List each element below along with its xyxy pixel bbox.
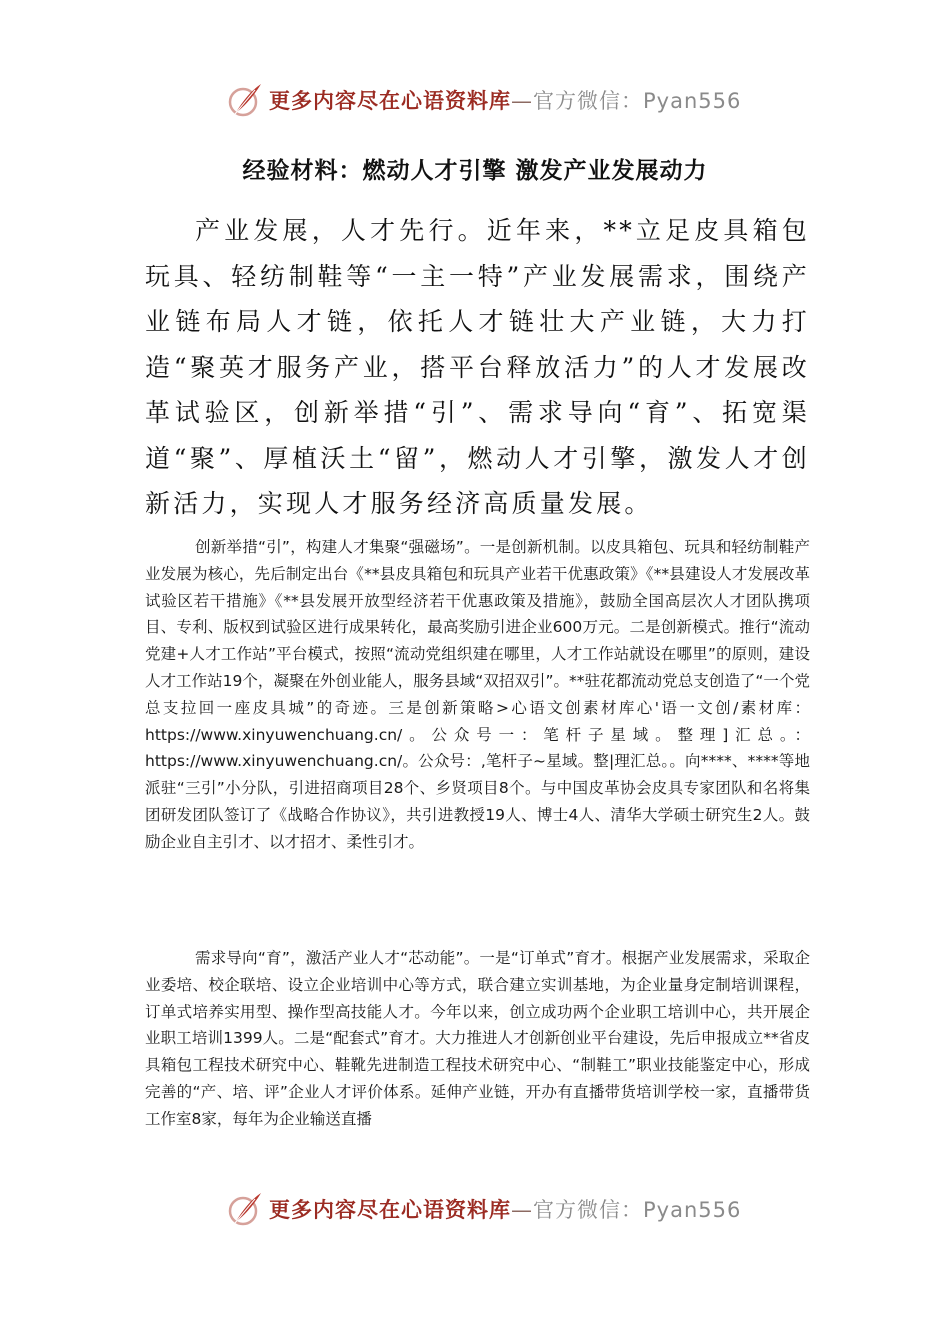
intro-paragraph: 产业发展，人才先行。近年来，**立足皮具箱包玩具、轻纺制鞋等“一主一特”产业发展需求，围绕产业链布局人才链，依托人才链壮大产业链，大力打造“聚英才服务产业，搭平台释放活力”的人才发展改革试验区，创新举措“引”、需求导向“育”、拓宽渠道“聚”、厚植沃土“留”，燃动人才引擎，激发人才创新活力，实现人才服务经济高质量发展。 — [145, 216, 810, 518]
document-title: 经验材料：燃动人才引擎 激发产业发展动力 — [242, 158, 708, 184]
banner-site-name: 更多内容尽在心语资料库 — [269, 89, 511, 113]
banner-contact: 官方微信：Pyan556 — [533, 89, 742, 113]
banner-separator: — — [511, 89, 533, 113]
body-paragraph-recruit: 创新举措“引”，构建人才集聚“强磁场”。一是创新机制。以皮具箱包、玩具和轻纺制鞋产业发展为核心，先后制定出台《**县皮具箱包和玩具产业若干优惠政策》《**县建设人才发展改革试验区若干措施》《**县发展开放型经济若干优惠政策及措施》，鼓励全国高层次人才团队携项目、专利、版权到试验区进行成果转化，最高奖励引进企业600万元。二是创新模式。推行“流动党建+人才工作站”平台模式，按照“流动党组织建在哪里，人才工作站就设在哪里”的原则，建设人才工作站19个，凝聚在外创业能人，服务县域“双招双引”。**驻花都流动党总支创造了“一个党总支拉回一座皮具城”的奇迹。三是创新策略>心语文创素材库心'语一文创/素材库：https://www.xinyuwenchuang.cn/。公众号一：笔杆子星域。整理]汇总。：https://www.xinyuwenchuang.cn/。公众号：,笔杆子~星域。整|理汇总。。向****、****等地派驻“三引”小分队，引进招商项目28个、乡贤项目8个。与中国皮革协会皮具专家团队和名将集团研发团队签订了《战略合作协议》，共引进教授19人、博士4人、清华大学硕士研究生2人。鼓励企业自主引才、以才招才、柔性引才。 — [145, 538, 810, 851]
banner-contact: 官方微信：Pyan556 — [533, 1198, 742, 1222]
footer-watermark-banner — [225, 1187, 745, 1231]
body-paragraph-cultivate: 需求导向“育”，激活产业人才“芯动能”。一是“订单式”育才。根据产业发展需求，采取企业委培、校企联培、设立企业培训中心等方式，联合建立实训基地，为企业量身定制培训课程，订单式培养实用型、操作型高技能人才。今年以来，创立成功两个企业职工培训中心，共开展企业职工培训1399人。二是“配套式”育才。大力推进人才创新创业平台建设，先后申报成立**省皮具箱包工程技术研究中心、鞋靴先进制造工程技术研究中心、“制鞋工”职业技能鉴定中心，形成完善的“产、培、评”企业人才评价体系。延伸产业链，开办有直播带货培训学校一家，直播带货工作室8家，每年为企业输送直播 — [145, 949, 810, 1128]
feather-quill-logo-icon — [225, 1189, 265, 1229]
feather-quill-logo-icon — [225, 80, 265, 120]
banner-separator: — — [511, 1198, 533, 1222]
banner-site-name: 更多内容尽在心语资料库 — [269, 1198, 511, 1222]
header-watermark-banner — [225, 78, 745, 122]
